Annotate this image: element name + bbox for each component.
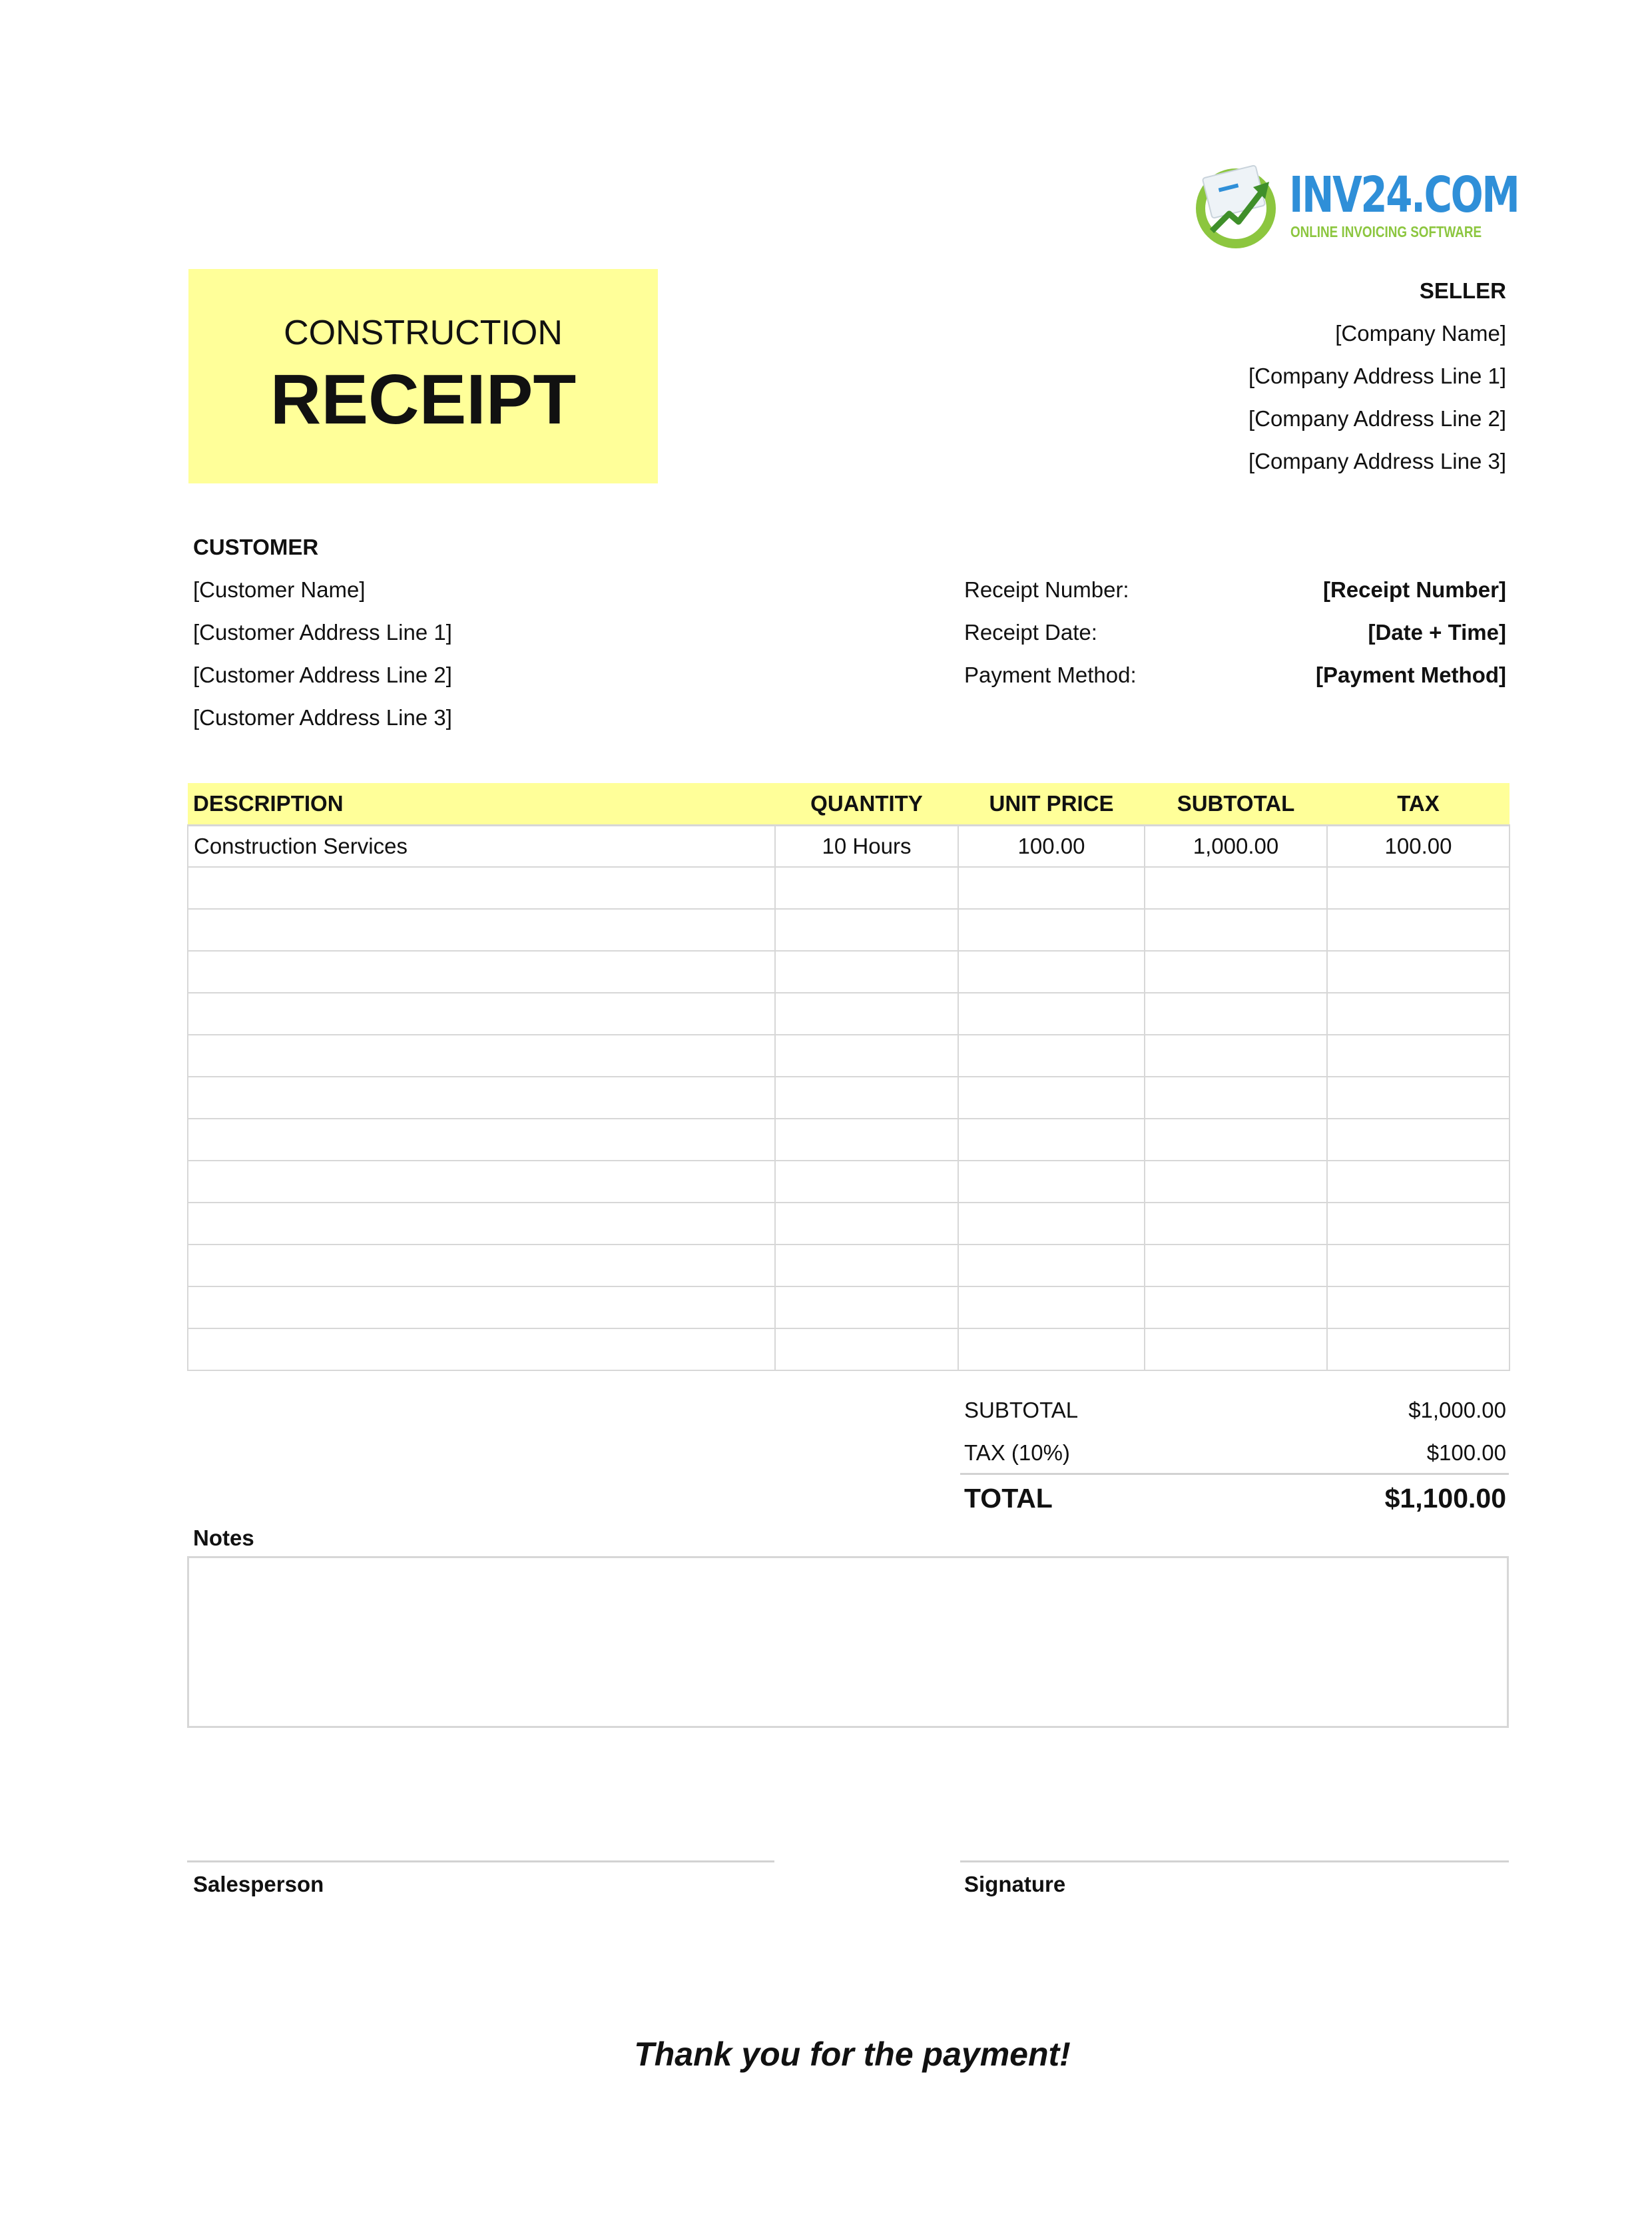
table-row [188, 1203, 1510, 1245]
item-unit-price [958, 909, 1145, 951]
notes-label: Notes [193, 1526, 254, 1550]
salesperson-label: Salesperson [193, 1872, 324, 1896]
seller-heading: SELLER [1419, 278, 1506, 303]
column-header-tax: TAX [1327, 783, 1510, 825]
item-quantity [775, 993, 958, 1035]
item-subtotal [1145, 1161, 1327, 1203]
seller-address-line-3: [Company Address Line 3] [1248, 449, 1506, 473]
item-description [188, 1245, 775, 1286]
item-description [188, 951, 775, 993]
customer-address-line-1: [Customer Address Line 1] [193, 620, 452, 645]
item-description [188, 1161, 775, 1203]
column-header-description: DESCRIPTION [188, 783, 775, 825]
receipt-number-value: [Receipt Number] [1322, 577, 1506, 602]
item-subtotal [1145, 1286, 1327, 1328]
payment-method-label: Payment Method: [964, 663, 1137, 687]
subtotal-label: SUBTOTAL [964, 1398, 1079, 1422]
logo-tagline: ONLINE INVOICING SOFTWARE [1290, 223, 1482, 240]
table-row [188, 1035, 1510, 1077]
item-subtotal [1145, 1119, 1327, 1161]
item-tax [1327, 951, 1510, 993]
customer-name: [Customer Name] [193, 577, 366, 602]
table-row [188, 909, 1510, 951]
total-label: TOTAL [964, 1483, 1053, 1514]
item-quantity [775, 1328, 958, 1370]
item-unit-price [958, 1161, 1145, 1203]
item-unit-price [958, 1245, 1145, 1286]
item-tax [1327, 1077, 1510, 1119]
item-quantity [775, 1245, 958, 1286]
item-tax [1327, 1245, 1510, 1286]
column-header-subtotal: SUBTOTAL [1145, 783, 1327, 825]
item-tax: 100.00 [1327, 825, 1510, 867]
table-row [188, 1119, 1510, 1161]
item-tax [1327, 1286, 1510, 1328]
item-subtotal: 1,000.00 [1145, 825, 1327, 867]
notes-box [187, 1556, 1509, 1728]
item-unit-price [958, 1203, 1145, 1245]
item-quantity [775, 867, 958, 909]
seller-address-line-2: [Company Address Line 2] [1248, 406, 1506, 431]
table-row [188, 951, 1510, 993]
subtotal-value: $1,000.00 [1408, 1398, 1506, 1422]
signature-label: Signature [964, 1872, 1066, 1896]
thank-you-message: Thank you for the payment! [634, 2036, 1071, 2073]
item-unit-price [958, 993, 1145, 1035]
item-unit-price [958, 951, 1145, 993]
customer-address-line-2: [Customer Address Line 2] [193, 663, 452, 687]
item-description [188, 909, 775, 951]
item-quantity [775, 1077, 958, 1119]
item-description [188, 1035, 775, 1077]
table-row [188, 825, 1510, 867]
line-items-table [187, 783, 1510, 1371]
customer-heading: CUSTOMER [193, 535, 319, 559]
customer-address-line-3: [Customer Address Line 3] [193, 705, 452, 730]
table-row [188, 867, 1510, 909]
document-title: RECEIPT [270, 360, 577, 439]
table-header-row [188, 783, 1510, 825]
receipt-date-label: Receipt Date: [964, 620, 1097, 645]
tax-label: TAX (10%) [964, 1440, 1070, 1465]
item-quantity [775, 951, 958, 993]
table-row [188, 1328, 1510, 1370]
item-unit-price [958, 1286, 1145, 1328]
item-quantity [775, 1119, 958, 1161]
item-subtotal [1145, 1245, 1327, 1286]
column-header-unit-price: UNIT PRICE [958, 783, 1145, 825]
signature-line [960, 1860, 1509, 1862]
item-quantity [775, 1035, 958, 1077]
item-unit-price [958, 1035, 1145, 1077]
title-subtitle: CONSTRUCTION [284, 314, 563, 352]
item-description: Construction Services [188, 825, 775, 867]
column-header-quantity: QUANTITY [775, 783, 958, 825]
item-tax [1327, 1328, 1510, 1370]
table-row [188, 993, 1510, 1035]
total-divider [960, 1473, 1509, 1475]
item-quantity [775, 1203, 958, 1245]
item-subtotal [1145, 867, 1327, 909]
receipt-date-value: [Date + Time] [1368, 620, 1506, 645]
seller-company-name: [Company Name] [1335, 321, 1506, 346]
item-unit-price [958, 1328, 1145, 1370]
total-value: $1,100.00 [1384, 1483, 1506, 1514]
item-unit-price [958, 1077, 1145, 1119]
tax-value: $100.00 [1426, 1440, 1506, 1465]
receipt-number-label: Receipt Number: [964, 577, 1129, 602]
item-description [188, 993, 775, 1035]
logo-chart-icon [1192, 162, 1280, 250]
item-unit-price [958, 867, 1145, 909]
item-subtotal [1145, 1328, 1327, 1370]
item-tax [1327, 909, 1510, 951]
item-subtotal [1145, 993, 1327, 1035]
salesperson-line [187, 1860, 774, 1862]
table-row [188, 1245, 1510, 1286]
company-logo [1192, 156, 1519, 250]
item-subtotal [1145, 951, 1327, 993]
item-tax [1327, 1161, 1510, 1203]
item-description [188, 1203, 775, 1245]
item-subtotal [1145, 1077, 1327, 1119]
item-subtotal [1145, 909, 1327, 951]
payment-method-value: [Payment Method] [1315, 663, 1506, 687]
item-description [188, 867, 775, 909]
table-row [188, 1161, 1510, 1203]
seller-address-line-1: [Company Address Line 1] [1248, 364, 1506, 388]
item-description [188, 1077, 775, 1119]
item-subtotal [1145, 1203, 1327, 1245]
document-title-box [188, 269, 658, 483]
logo-brand-text: INV24.COM [1289, 166, 1519, 224]
item-tax [1327, 867, 1510, 909]
item-tax [1327, 1203, 1510, 1245]
item-unit-price [958, 1119, 1145, 1161]
item-description [188, 1328, 775, 1370]
item-quantity: 10 Hours [775, 825, 958, 867]
item-unit-price: 100.00 [958, 825, 1145, 867]
item-quantity [775, 1161, 958, 1203]
item-subtotal [1145, 1035, 1327, 1077]
item-quantity [775, 909, 958, 951]
item-description [188, 1286, 775, 1328]
item-tax [1327, 1119, 1510, 1161]
item-tax [1327, 993, 1510, 1035]
table-row [188, 1077, 1510, 1119]
item-quantity [775, 1286, 958, 1328]
item-description [188, 1119, 775, 1161]
table-row [188, 1286, 1510, 1328]
item-tax [1327, 1035, 1510, 1077]
